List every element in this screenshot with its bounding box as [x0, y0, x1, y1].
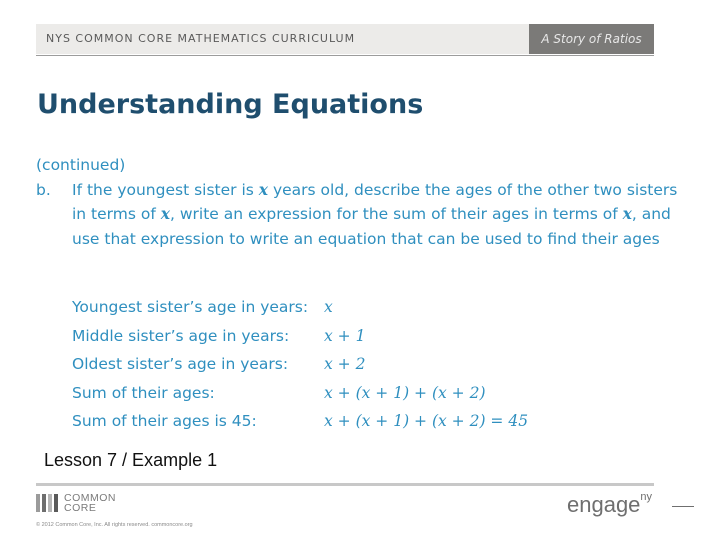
- engage-text: engage: [567, 492, 641, 517]
- page-title: Understanding Equations: [37, 89, 424, 120]
- answer-row: [72, 298, 528, 327]
- continued-label: (continued): [36, 156, 126, 174]
- series-tag: A Story of Ratios: [529, 24, 654, 54]
- answer-label: Sum of their ages is 45:: [72, 412, 257, 430]
- question-part-3: , write an expression for the sum of their ages in terms of: [170, 205, 623, 223]
- variable-x: x: [258, 179, 269, 199]
- answer-table: [72, 298, 528, 441]
- answer-row: [72, 355, 528, 384]
- answer-label: Youngest sister’s age in years:: [72, 298, 309, 316]
- question-part-4: , and use that expression to write an equation that can be used to find their ages: [72, 205, 671, 248]
- curriculum-label: NYS COMMON CORE MATHEMATICS CURRICULUM: [46, 32, 356, 45]
- answer-expression: x + (x + 1) + (x + 2): [324, 383, 486, 402]
- common-core-logo-text: [64, 493, 116, 513]
- answer-row: [72, 327, 528, 356]
- problem-content: [36, 153, 686, 251]
- engageny-logo: [567, 491, 652, 518]
- copyright-text: © 2012 Common Core, Inc. All rights reserved. commoncore.org: [36, 522, 193, 528]
- question-text: [72, 181, 677, 248]
- question-b: [36, 178, 686, 252]
- header-divider: [36, 55, 654, 56]
- header-bar: [36, 24, 654, 54]
- answer-expression: x + 1: [324, 326, 366, 345]
- answer-expression: x + 2: [324, 355, 366, 373]
- ny-text: ny: [640, 491, 653, 503]
- answer-label: Middle sister’s age in years:: [72, 326, 290, 345]
- answer-label: Sum of their ages:: [72, 383, 215, 402]
- engageny-underline: [672, 506, 694, 507]
- question-part-1: If the youngest sister is: [72, 180, 259, 199]
- answer-row: [72, 384, 528, 413]
- question-marker: b.: [36, 180, 51, 199]
- variable-x: x: [622, 204, 632, 223]
- logo-line-1: COMMON: [64, 492, 116, 504]
- common-core-logo-icon: [36, 494, 58, 512]
- footer-divider: [36, 483, 654, 486]
- answer-expression: x + (x + 1) + (x + 2) = 45: [324, 412, 529, 430]
- answer-label: Oldest sister’s age in years:: [72, 355, 289, 373]
- variable-x: x: [160, 204, 170, 223]
- answer-expression: x: [324, 298, 333, 316]
- question-part-2: years old, describe the ages of the other two sisters in terms of: [72, 180, 678, 223]
- lesson-caption: Lesson 7 / Example 1: [44, 450, 218, 470]
- answer-row: [72, 412, 528, 441]
- logo-line-2: CORE: [64, 502, 97, 514]
- common-core-logo: [36, 493, 116, 513]
